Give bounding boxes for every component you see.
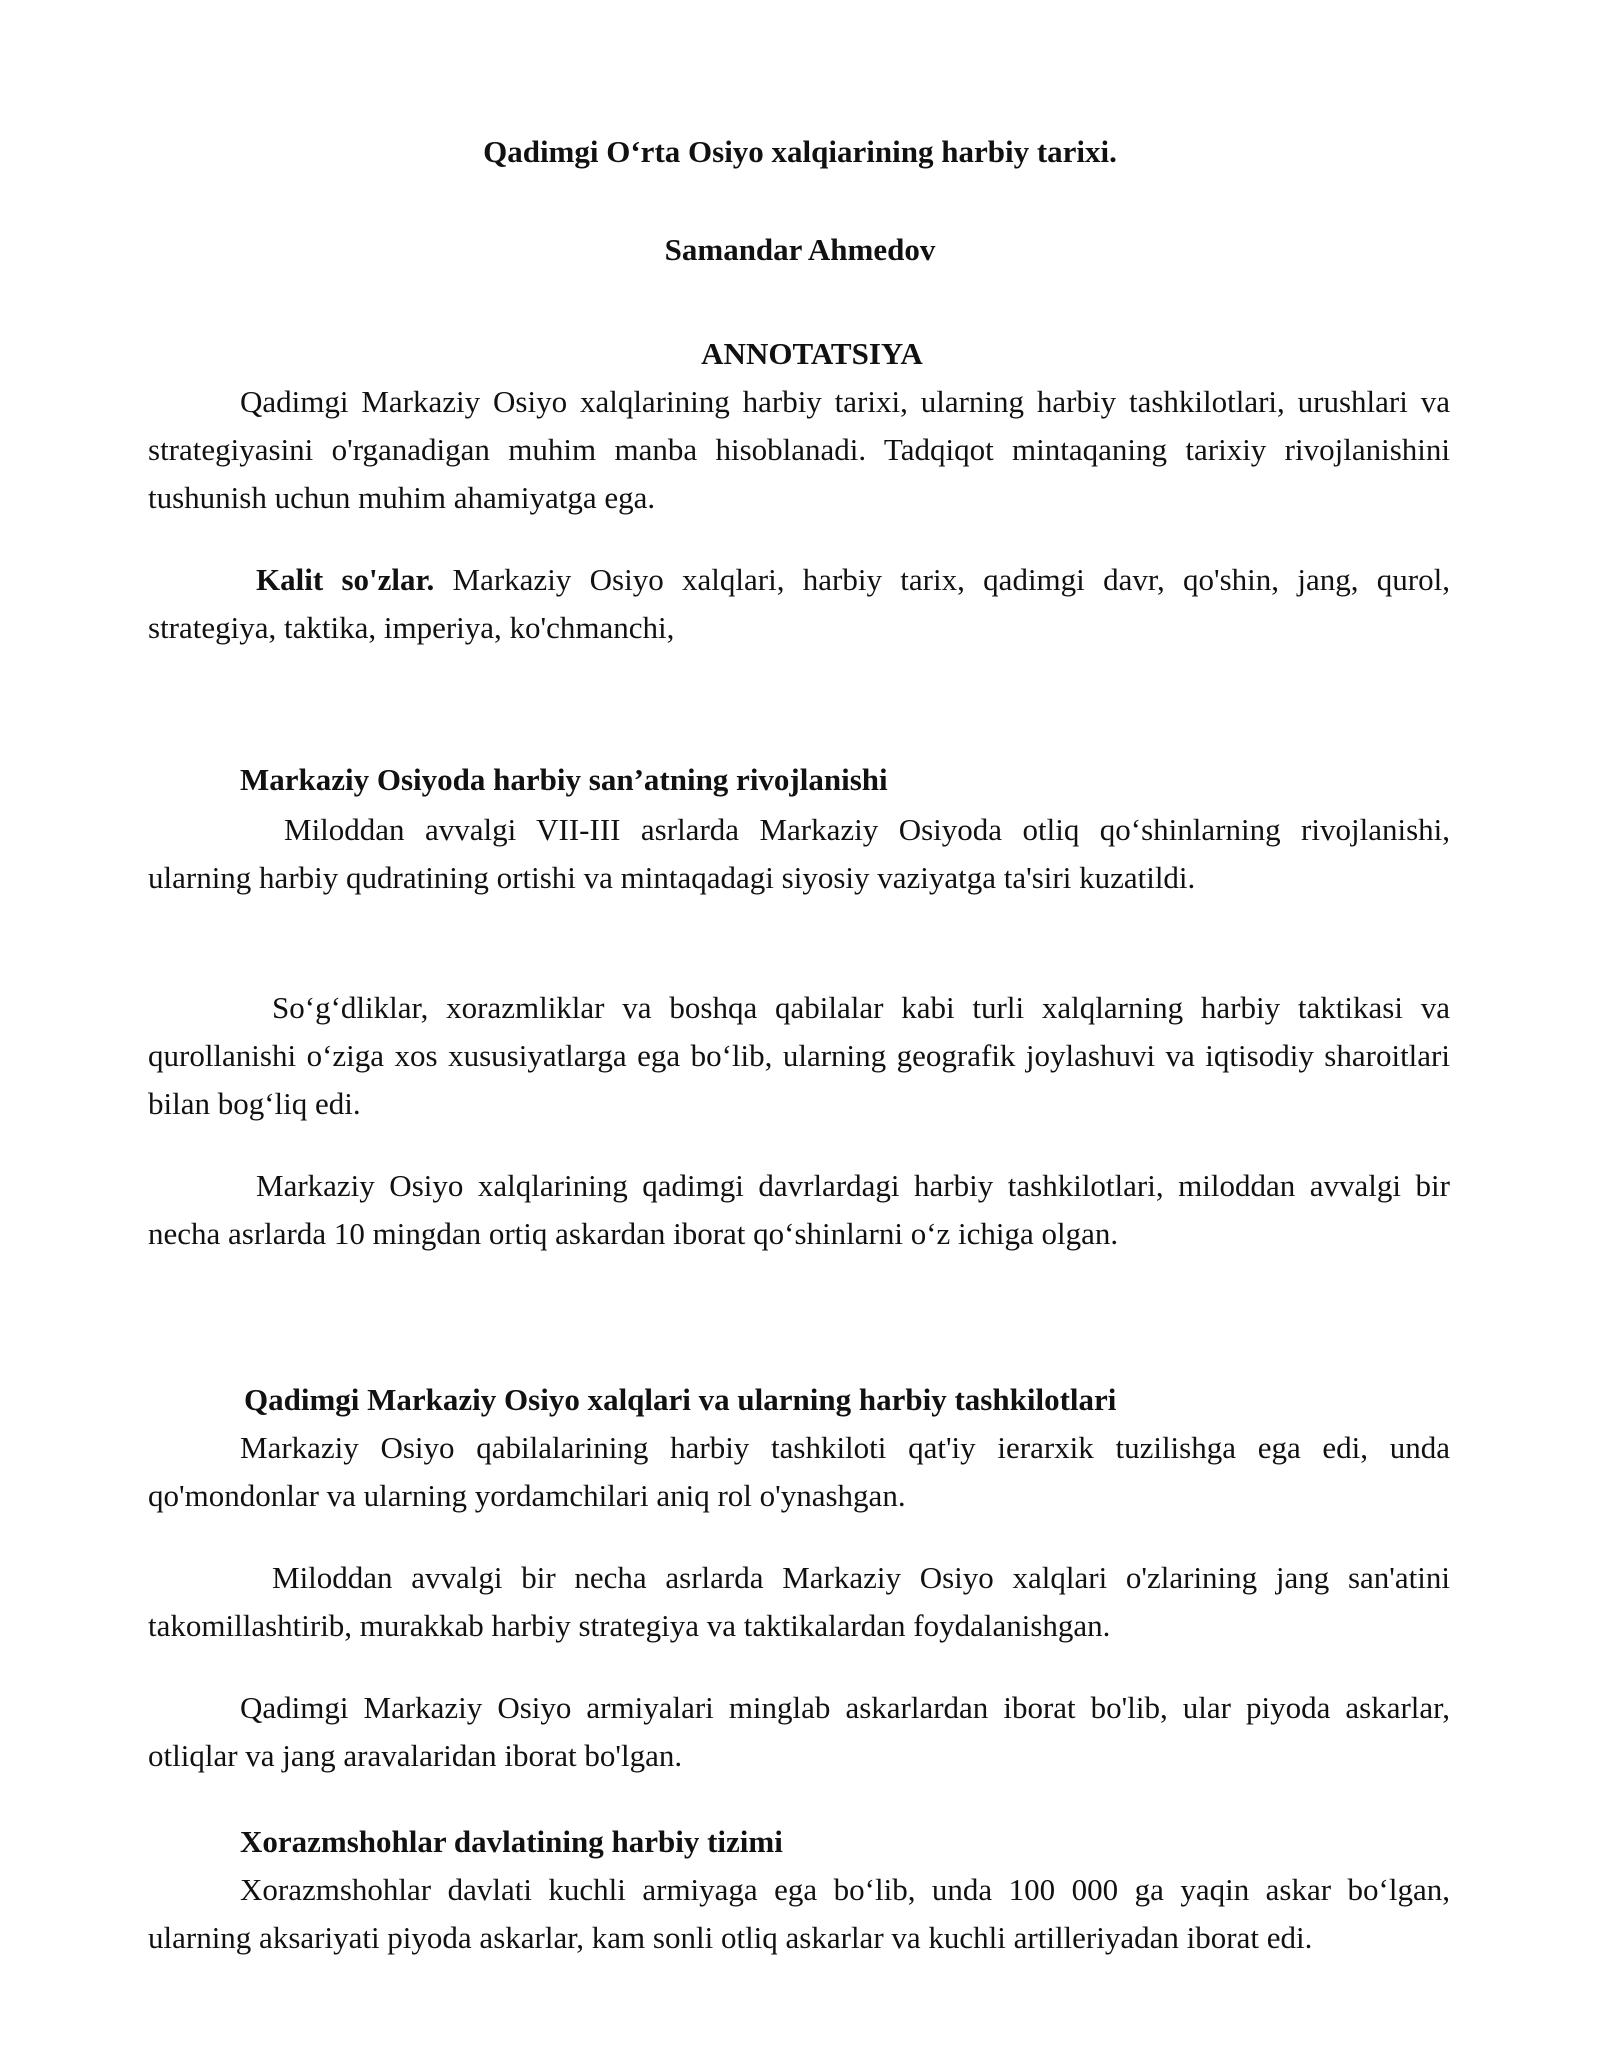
section-heading-2: Qadimgi Markaziy Osiyo xalqlari va ularning harbiy tashkilotlari [244, 1382, 1117, 1417]
section-1-paragraph-3: Markaziy Osiyo xalqlarining qadimgi davrlardagi harbiy tashkilotlari, miloddan avvalgi bir necha asrlarda 10 mingdan ortiq askardan iborat qo‘shinlarni o‘z ichiga olgan. [148, 1168, 1450, 1251]
keywords-label: Kalit so'zlar. [256, 562, 435, 597]
section-2-paragraph-1: Markaziy Osiyo qabilalarining harbiy tashkiloti qat'iy ierarxik tuzilishga ega edi, unda qo'mondonlar va ularning yordamchilari aniq rol o'ynashgan. [148, 1430, 1450, 1513]
author-name: Samandar Ahmedov [664, 232, 936, 267]
section-heading-3: Xorazmshohlar davlatining harbiy tizimi [240, 1824, 783, 1859]
section-1-paragraph-1: Miloddan avvalgi VII-III asrlarda Markaziy Osiyoda otliq qo‘shinlarning rivojlanishi, ularning harbiy qudratining ortishi va mintaqadagi siyosiy vaziyatga ta'siri kuzatildi. [148, 812, 1450, 895]
section-2-paragraph-3: Qadimgi Markaziy Osiyo armiyalari minglab askarlardan iborat bo'lib, ular piyoda askarlar, otliqlar va jang aravalaridan iborat bo'lgan. [148, 1690, 1450, 1773]
annotation-paragraph: Qadimgi Markaziy Osiyo xalqlarining harbiy tarixi, ularning harbiy tashkilotlari, urushlari va strategiyasini o'rganadigan muhim manba hisoblanadi. Tadqiqot mintaqaning tarixiy rivojlanishini tushunish uchun muhim ahamiyatga ega. [148, 384, 1450, 515]
document-title: Qadimgi O‘rta Osiyo xalqiarining harbiy tarixi. [483, 134, 1117, 169]
keywords-text: Markaziy Osiyo xalqlari, harbiy tarix, qadimgi davr, qo'shin, jang, qurol, strategiya, taktika, imperiya, ko'chmanchi, [148, 562, 1450, 645]
section-2-paragraph-2: Miloddan avvalgi bir necha asrlarda Markaziy Osiyo xalqlari o'zlarining jang san'atini takomillashtirib, murakkab harbiy strategiya va taktikalardan foydalanishgan. [148, 1560, 1450, 1643]
keywords-paragraph [148, 556, 1450, 652]
annotation-heading: ANNOTATSIYA [701, 336, 923, 371]
section-heading-1: Markaziy Osiyoda harbiy san’atning rivojlanishi [240, 762, 888, 797]
section-1-paragraph-2: So‘g‘dliklar, xorazmliklar va boshqa qabilalar kabi turli xalqlarning harbiy taktikasi va qurollanishi o‘ziga xos xususiyatlarga ega bo‘lib, ularning geografik joylashuvi va iqtisodiy sharoitlari bilan bog‘liq edi. [148, 990, 1450, 1121]
section-3-paragraph-1: Xorazmshohlar davlati kuchli armiyaga ega bo‘lib, unda 100 000 ga yaqin askar bo‘lgan, ularning aksariyati piyoda askarlar, kam sonli otliq askarlar va kuchli artilleriyadan iborat edi. [148, 1872, 1450, 1955]
